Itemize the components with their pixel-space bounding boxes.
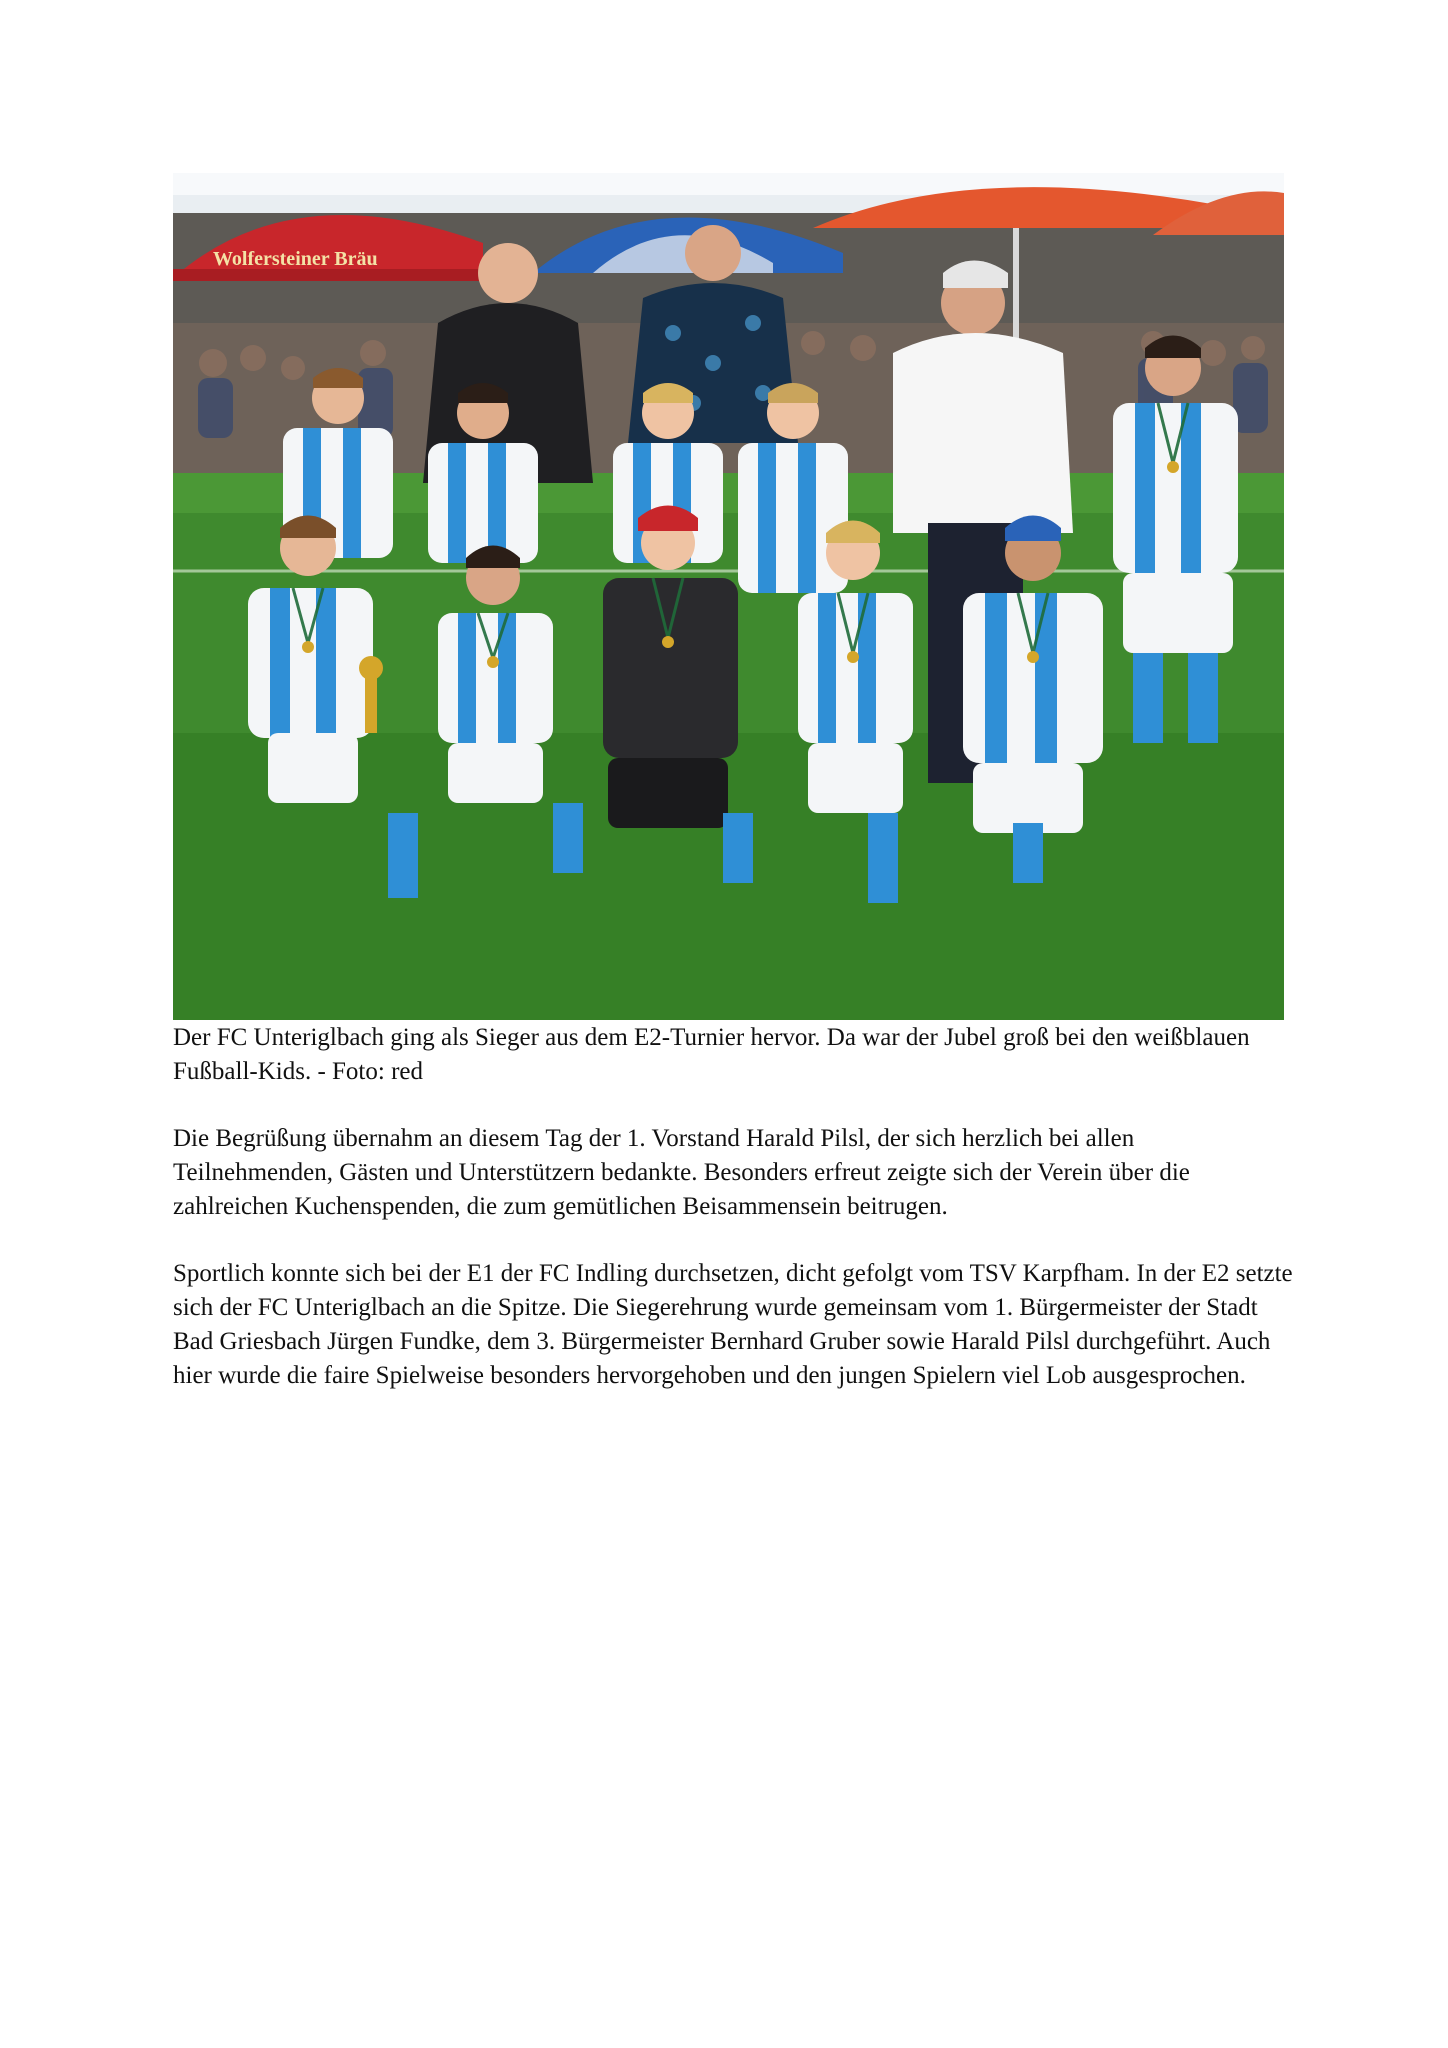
paragraph-results: Sportlich konnte sich bei der E1 der FC Indling durchsetzen, dicht gefolgt vom TSV Karpfham. In der E2 setzte sich der FC Unteriglbach an die Spitze. Die Siegerehrung wurde gemeinsam vom 1. Bürgermeister der Stadt Bad Griesbach Jürgen Fundke, dem 3. Bürgermeister Bernhard Gruber sowie Harald Pilsl durchgeführt. Auch hier wurde die faire Spielweise besonders hervorgehoben und den jungen Spielern viel Lob ausgesprochen. xyxy=(173,1260,1293,1389)
paragraph-greeting: Die Begrüßung übernahm an diesem Tag der 1. Vorstand Harald Pilsl, der sich herzlich bei allen Teilnehmenden, Gästen und Unterstützern bedankte. Besonders erfreut zeigte sich der Verein über die zahlreichen Kuchenspenden, die zum gemütlichen Beisammensein beitrugen. xyxy=(173,1125,1190,1220)
umbrella-banner-text: Wolfersteiner Bräu xyxy=(213,248,378,270)
team-photo xyxy=(173,173,1284,1020)
photo-caption: Der FC Unteriglbach ging als Sieger aus dem E2-Turnier hervor. Da war der Jubel groß bei den weißblauen Fußball-Kids. - Foto: red xyxy=(173,1024,1250,1085)
team-photo-illustration xyxy=(173,173,1284,1020)
